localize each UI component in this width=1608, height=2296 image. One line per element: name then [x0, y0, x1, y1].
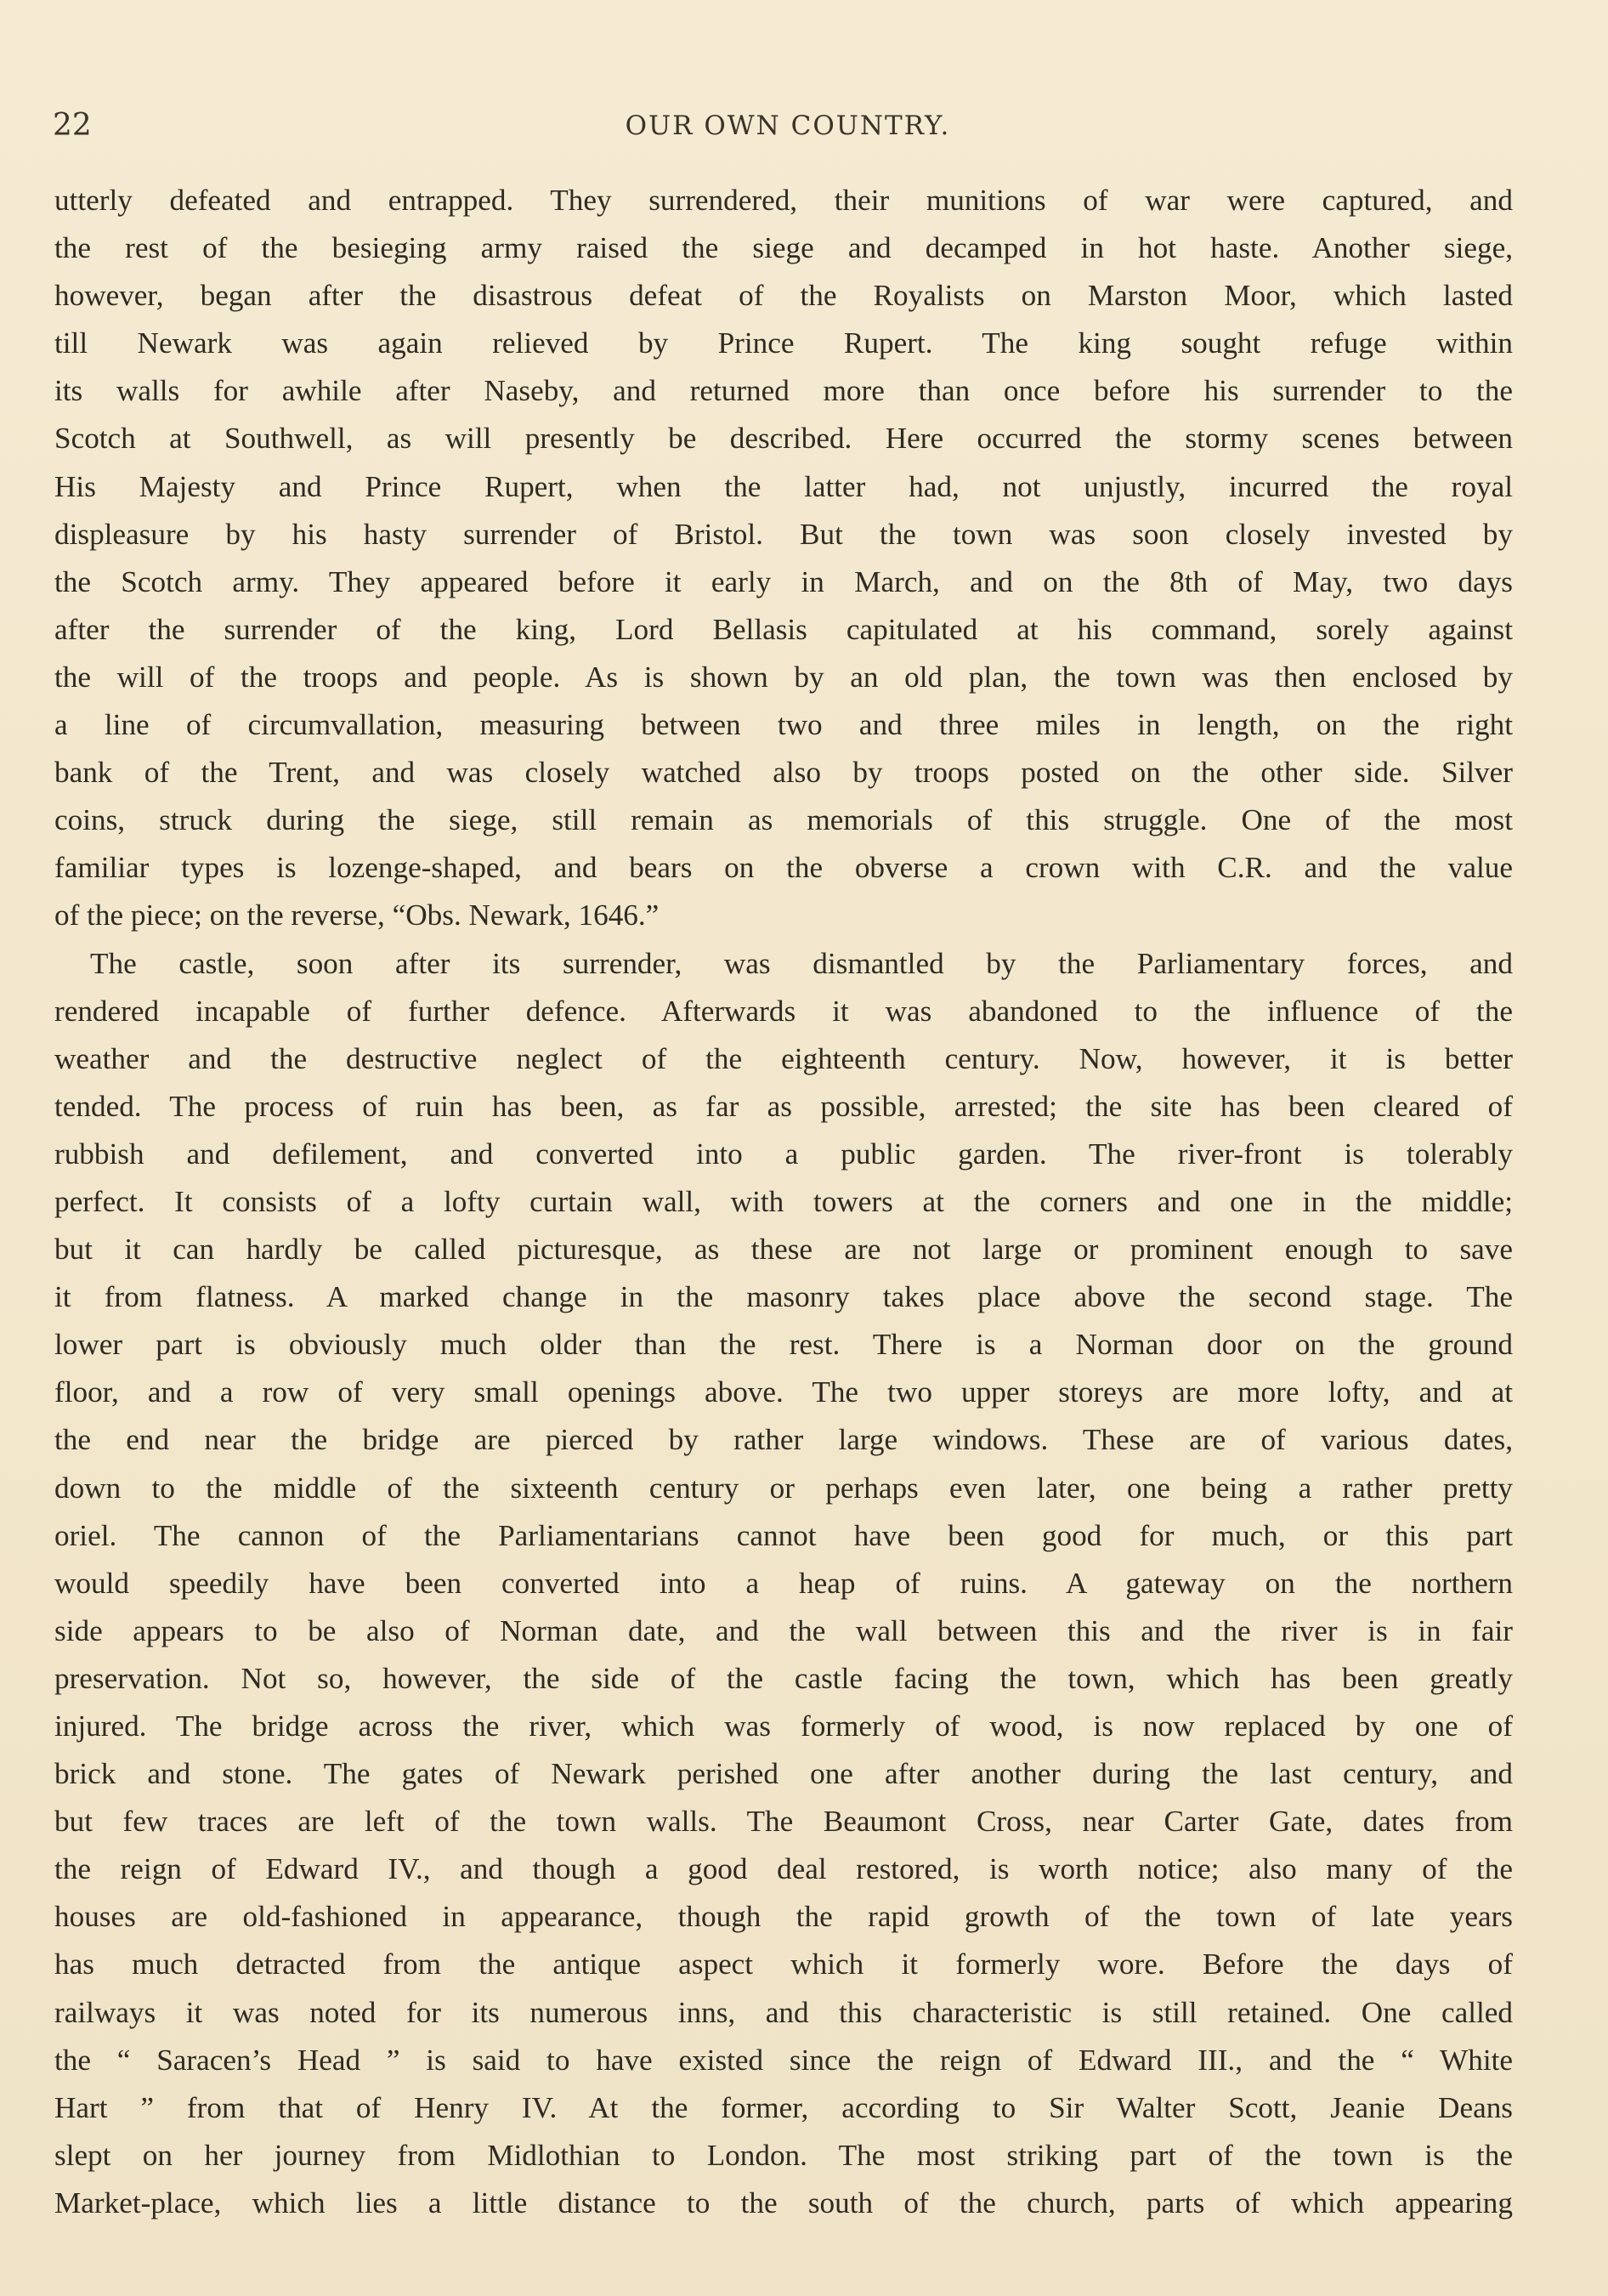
- text-line: Scotch at Southwell, as will presently be described. Here occurred the stormy scenes between: [54, 422, 1513, 456]
- text-line: oriel. The cannon of the Parliamentarians cannot have been good for much, or this part: [54, 1518, 1513, 1552]
- paragraph-2: [54, 940, 1513, 2228]
- text-line: coins, struck during the siege, still remain as memorials of this struggle. One of the most: [54, 803, 1513, 837]
- text-line: of the piece; on the reverse, “Obs. Newark, 1646.”: [54, 899, 660, 933]
- text-line: floor, and a row of very small openings above. The two upper storeys are more lofty, and at: [54, 1375, 1513, 1409]
- text-line: the reign of Edward IV., and though a good deal restored, is worth notice; also many of the: [54, 1852, 1513, 1886]
- body-text: [54, 177, 1513, 2227]
- text-line: His Majesty and Prince Rupert, when the latter had, not unjustly, incurred the royal: [54, 469, 1513, 503]
- text-line: displeasure by his hasty surrender of Bristol. But the town was soon closely invested by: [54, 517, 1513, 551]
- text-line: injured. The bridge across the river, which was formerly of wood, is now replaced by one of: [54, 1709, 1513, 1743]
- text-line: the will of the troops and people. As is shown by an old plan, the town was then enclosed by: [54, 660, 1513, 694]
- text-line: Hart ” from that of Henry IV. At the former, according to Sir Walter Scott, Jeanie Deans: [54, 2090, 1513, 2124]
- text-line: familiar types is lozenge-shaped, and bears on the obverse a crown with C.R. and the value: [54, 851, 1513, 885]
- text-line: utterly defeated and entrapped. They surrendered, their munitions of war were captured, and: [54, 184, 1513, 217]
- text-line: lower part is obviously much older than the rest. There is a Norman door on the ground: [54, 1328, 1513, 1362]
- text-line: rubbish and defilement, and converted into a public garden. The river-front is tolerably: [54, 1137, 1513, 1171]
- text-line: The castle, soon after its surrender, was dismantled by the Parliamentary forces, and: [90, 946, 1513, 980]
- text-line: tended. The process of ruin has been, as far as possible, arrested; the site has been cleared of: [54, 1089, 1513, 1123]
- text-line: has much detracted from the antique aspect which it formerly wore. Before the days of: [54, 1947, 1513, 1981]
- text-line: the rest of the besieging army raised the siege and decamped in hot haste. Another siege,: [54, 231, 1513, 265]
- text-line: the end near the bridge are pierced by rather large windows. These are of various dates,: [54, 1423, 1513, 1457]
- text-line: but few traces are left of the town walls. The Beaumont Cross, near Carter Gate, dates from: [54, 1805, 1513, 1839]
- text-line: down to the middle of the sixteenth century or perhaps even later, one being a rather pretty: [54, 1471, 1513, 1505]
- text-line: the “ Saracen’s Head ” is said to have existed since the reign of Edward III., and the “ White: [54, 2043, 1513, 2077]
- text-line: slept on her journey from Midlothian to London. The most striking part of the town is the: [54, 2138, 1513, 2172]
- text-line: weather and the destructive neglect of the eighteenth century. Now, however, it is better: [54, 1041, 1513, 1075]
- text-line: railways it was noted for its numerous inns, and this characteristic is still retained. One called: [54, 1995, 1513, 2029]
- text-line: houses are old-fashioned in appearance, though the rapid growth of the town of late years: [54, 1900, 1513, 1934]
- text-line: the Scotch army. They appeared before it early in March, and on the 8th of May, two days: [54, 564, 1513, 598]
- text-line: till Newark was again relieved by Prince Rupert. The king sought refuge within: [54, 326, 1513, 360]
- paragraph-1: [54, 177, 1513, 940]
- text-line: Market-place, which lies a little distance to the south of the church, parts of which appearing: [54, 2185, 1513, 2219]
- page-number: 22: [53, 108, 92, 143]
- page-header: [53, 100, 1523, 151]
- text-line: bank of the Trent, and was closely watched also by troops posted on the other side. Silver: [54, 756, 1513, 790]
- text-line: brick and stone. The gates of Newark perished one after another during the last century, and: [54, 1757, 1513, 1791]
- text-line: after the surrender of the king, Lord Bellasis capitulated at his command, sorely against: [54, 612, 1513, 646]
- text-line: however, began after the disastrous defeat of the Royalists on Marston Moor, which lasted: [54, 279, 1513, 313]
- text-line: perfect. It consists of a lofty curtain wall, with towers at the corners and one in the middle;: [54, 1184, 1513, 1218]
- text-line: would speedily have been converted into a heap of ruins. A gateway on the northern: [54, 1566, 1513, 1600]
- text-line: but it can hardly be called picturesque, as these are not large or prominent enough to save: [54, 1233, 1513, 1267]
- text-line: preservation. Not so, however, the side of the castle facing the town, which has been greatly: [54, 1661, 1513, 1695]
- text-line: rendered incapable of further defence. Afterwards it was abandoned to the influence of the: [54, 994, 1513, 1028]
- text-line: a line of circumvallation, measuring between two and three miles in length, on the right: [54, 708, 1513, 742]
- running-title: OUR OWN COUNTRY.: [625, 111, 951, 141]
- text-line: side appears to be also of Norman date, and the wall between this and the river is in fair: [54, 1613, 1513, 1647]
- text-line: its walls for awhile after Naseby, and returned more than once before his surrender to the: [54, 374, 1513, 408]
- text-line: it from flatness. A marked change in the masonry takes place above the second stage. The: [54, 1280, 1513, 1314]
